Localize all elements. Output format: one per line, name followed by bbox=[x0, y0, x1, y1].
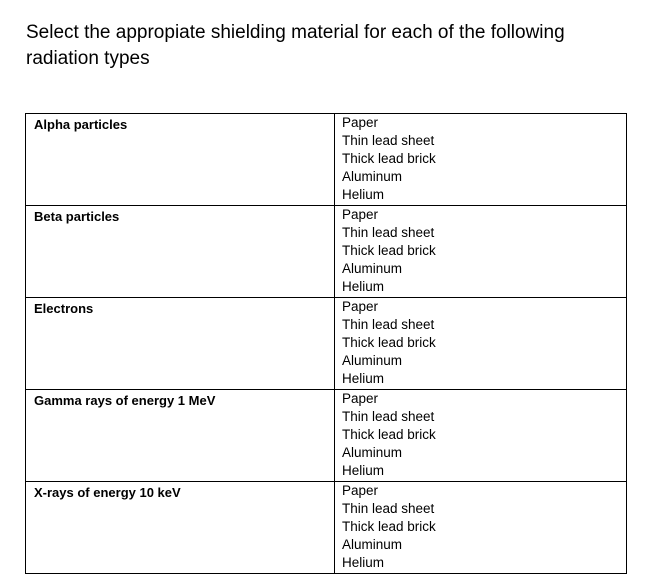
option-item[interactable]: Thin lead sheet bbox=[342, 317, 435, 332]
option-item[interactable]: Helium bbox=[342, 371, 385, 386]
option-item[interactable]: Thick lead brick bbox=[342, 151, 436, 166]
option-item[interactable]: Thick lead brick bbox=[342, 243, 436, 258]
shielding-table bbox=[25, 113, 627, 574]
radiation-label: X-rays of energy 10 keV bbox=[26, 482, 335, 574]
option-item[interactable]: Paper bbox=[342, 115, 379, 130]
option-item[interactable]: Aluminum bbox=[342, 261, 403, 276]
option-item[interactable]: Thick lead brick bbox=[342, 519, 436, 534]
option-item[interactable]: Helium bbox=[342, 187, 385, 202]
option-item[interactable]: Paper bbox=[342, 207, 379, 222]
table-row-xrays bbox=[26, 482, 627, 574]
options-list bbox=[335, 482, 627, 574]
radiation-label: Alpha particles bbox=[26, 114, 335, 206]
option-item[interactable]: Thin lead sheet bbox=[342, 501, 435, 516]
option-item[interactable]: Thick lead brick bbox=[342, 335, 436, 350]
option-item[interactable]: Helium bbox=[342, 555, 385, 570]
table-row-alpha bbox=[26, 114, 627, 206]
option-item[interactable]: Thin lead sheet bbox=[342, 225, 435, 240]
option-item[interactable]: Aluminum bbox=[342, 169, 403, 184]
option-item[interactable]: Aluminum bbox=[342, 353, 403, 368]
table-row-electrons bbox=[26, 298, 627, 390]
option-item[interactable]: Aluminum bbox=[342, 445, 403, 460]
radiation-label: Beta particles bbox=[26, 206, 335, 298]
option-item[interactable]: Thin lead sheet bbox=[342, 133, 435, 148]
radiation-label: Gamma rays of energy 1 MeV bbox=[26, 390, 335, 482]
table-row-gamma bbox=[26, 390, 627, 482]
radiation-label: Electrons bbox=[26, 298, 335, 390]
question-text: Select the appropiate shielding material for each of the following radiation types bbox=[26, 22, 565, 69]
options-list bbox=[335, 298, 627, 390]
option-item[interactable]: Helium bbox=[342, 463, 385, 478]
option-item[interactable]: Paper bbox=[342, 299, 379, 314]
options-list bbox=[335, 114, 627, 206]
options-list bbox=[335, 206, 627, 298]
table-row-beta bbox=[26, 206, 627, 298]
options-list bbox=[335, 390, 627, 482]
option-item[interactable]: Aluminum bbox=[342, 537, 403, 552]
option-item[interactable]: Thin lead sheet bbox=[342, 409, 435, 424]
option-item[interactable]: Thick lead brick bbox=[342, 427, 436, 442]
option-item[interactable]: Helium bbox=[342, 279, 385, 294]
option-item[interactable]: Paper bbox=[342, 483, 379, 498]
option-item[interactable]: Paper bbox=[342, 391, 379, 406]
